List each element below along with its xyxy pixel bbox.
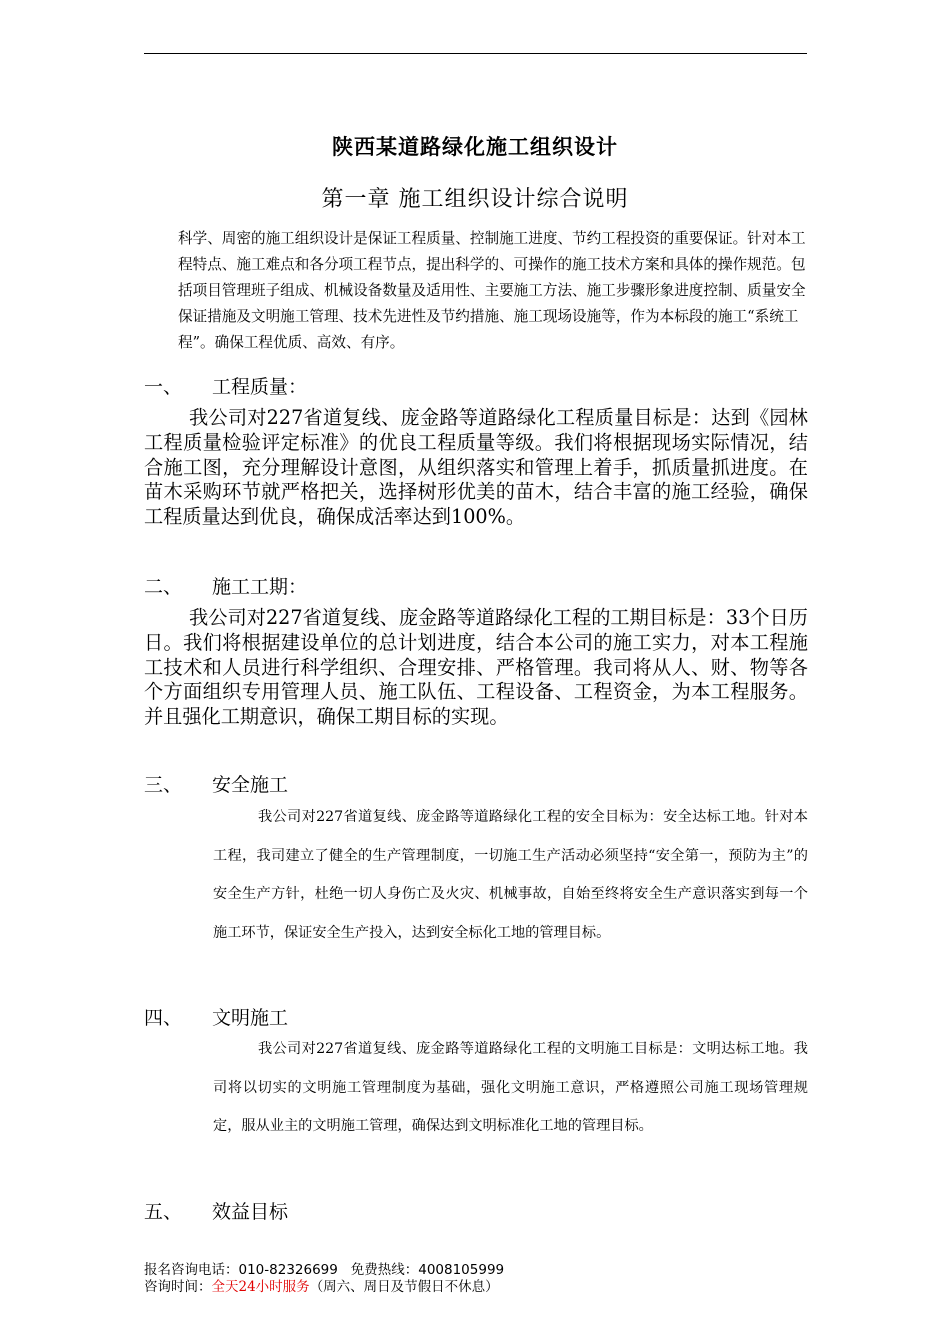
section-body-3: 我公司对227省道复线、庞金路等道路绿化工程的安全目标为：安全达标工地。针对本工程，我司建立了健全的生产管理制度，一切施工生产活动必须坚持“安全第一，预防为主”的安全生产方针，杜绝一切人身伤亡及火灾、机械事故，自始至终将安全生产意识落实到每一个施工环节，保证安全生产投入，达到安全标化工地的管理目标。 <box>213 809 808 941</box>
footer-hours-line <box>144 1279 504 1296</box>
section-number: 一、 <box>144 376 183 398</box>
section-title: 施工工期： <box>212 576 308 598</box>
hours-note: （周六、周日及节假日不休息） <box>309 1279 499 1295</box>
section-title: 安全施工 <box>212 774 289 796</box>
header-rule <box>144 53 807 54</box>
section-heading-3 <box>144 770 288 797</box>
intro-paragraph: 科学、周密的施工组织设计是保证工程质量、控制施工进度、节约工程投资的重要保证。针对本工程特点、施工难点和各分项工程节点，提出科学的、可操作的施工技术方案和具体的操作规范。包括项目管理班子组成、机械设备数量及适用性、主要施工方法、施工步骤形象进度控制、质量安全保证措施及文明施工管理、技术先进性及节约措施、施工现场设施等，作为本标段的施工“系统工程”。确保工程优质、高效、有序。 <box>178 230 806 351</box>
section-title: 文明施工 <box>212 1007 289 1029</box>
phone-label: 报名咨询电话： <box>144 1262 239 1278</box>
section-heading-1 <box>144 372 307 399</box>
section-heading-4 <box>144 1003 288 1030</box>
section-body-1: 我公司对227省道复线、庞金路等道路绿化工程质量目标是：达到《园林工程质量检验评定标准》的优良工程质量等级。我们将根据现场实际情况，结合施工图，充分理解设计意图，从组织落实和管理上着手，抓质量抓进度。在苗木采购环节就严格把关，选择树形优美的苗木，结合丰富的施工经验，确保工程质量达到优良，确保成活率达到100%。 <box>144 406 808 529</box>
hotline-number[interactable]: 4008105999 <box>418 1262 505 1278</box>
hours-label: 咨询时间： <box>144 1279 212 1295</box>
phone-number[interactable]: 010-82326699 <box>238 1262 338 1278</box>
section-heading-5 <box>144 1197 288 1224</box>
section-number: 四、 <box>144 1007 183 1029</box>
footer-contact-line <box>144 1262 504 1279</box>
section-heading-2 <box>144 572 307 599</box>
section-number: 三、 <box>144 774 183 796</box>
section-number: 五、 <box>144 1201 183 1223</box>
chapter-title: 第一章 施工组织设计综合说明 <box>321 187 629 212</box>
document-title: 陕西某道路绿化施工组织设计 <box>332 134 618 159</box>
section-title: 工程质量： <box>212 376 308 398</box>
section-body-2: 我公司对227省道复线、庞金路等道路绿化工程的工期目标是：33个日历日。我们将根据建设单位的总计划进度，结合本公司的施工实力，对本工程施工技术和人员进行科学组织、合理安排、严格管理。我司将从人、财、物等各个方面组织专用管理人员、施工队伍、工程设备、工程资金，为本工程服务。并且强化工期意识，确保工期目标的实现。 <box>144 606 808 729</box>
section-number: 二、 <box>144 576 183 598</box>
page-footer <box>144 1262 504 1296</box>
section-body-4: 我公司对227省道复线、庞金路等道路绿化工程的文明施工目标是：文明达标工地。我司将以切实的文明施工管理制度为基础，强化文明施工意识，严格遵照公司施工现场管理规定，服从业主的文明施工管理，确保达到文明标准化工地的管理目标。 <box>213 1041 808 1134</box>
section-title: 效益目标 <box>212 1201 289 1223</box>
hours-highlight: 全天24小时服务 <box>211 1279 310 1295</box>
hotline-label: 免费热线： <box>350 1262 419 1278</box>
